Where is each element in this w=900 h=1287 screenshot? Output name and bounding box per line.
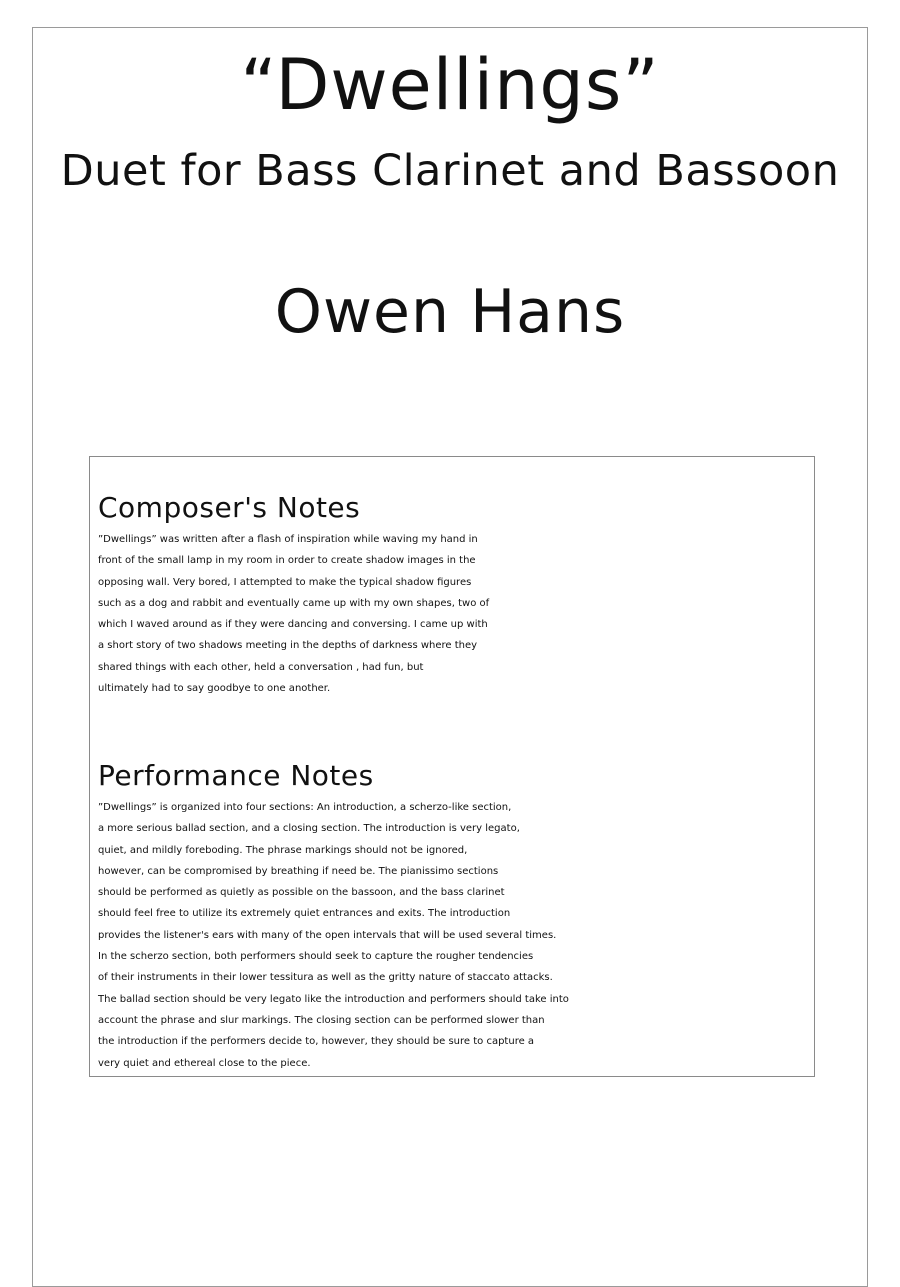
performance-notes-line: quiet, and mildly foreboding. The phrase markings should not be ignored, bbox=[98, 844, 468, 856]
performance-notes-line: The ballad section should be very legato like the introduction and performers should take into bbox=[98, 993, 569, 1005]
composer-name: Owen Hans bbox=[274, 277, 626, 347]
performance-notes-line: account the phrase and slur markings. The closing section can be performed slower than bbox=[98, 1014, 545, 1026]
performance-notes-line: very quiet and ethereal close to the piece. bbox=[98, 1057, 311, 1069]
composers-notes-line: which I waved around as if they were dancing and conversing. I came up with bbox=[98, 619, 488, 631]
performance-notes-line: the introduction if the performers decide to, however, they should be sure to capture a bbox=[98, 1036, 535, 1048]
composers-notes-line: a short story of two shadows meeting in the depths of darkness where they bbox=[98, 640, 478, 652]
performance-notes-heading: Performance Notes bbox=[98, 759, 374, 792]
performance-notes-line: however, can be compromised by breathing if need be. The pianissimo sections bbox=[98, 865, 499, 877]
performance-notes-line: should be performed as quietly as possible on the bassoon, and the bass clarinet bbox=[98, 887, 505, 899]
performance-notes-line: of their instruments in their lower tessitura as well as the gritty nature of staccato attacks. bbox=[98, 972, 553, 984]
piece-title: “Dwellings” bbox=[240, 44, 660, 126]
performance-notes-body bbox=[98, 797, 810, 1074]
performance-notes-line: In the scherzo section, both performers should seek to capture the rougher tendencies bbox=[98, 951, 534, 963]
notes-box bbox=[89, 456, 815, 1077]
composers-notes-line: ”Dwellings” was written after a flash of inspiration while waving my hand in bbox=[98, 534, 478, 545]
composers-notes-heading: Composer's Notes bbox=[98, 491, 361, 524]
performance-notes-line: provides the listener's ears with many of the open intervals that will be used several times. bbox=[98, 929, 557, 941]
performance-notes-line: a more serious ballad section, and a closing section. The introduction is very legato, bbox=[98, 823, 520, 835]
composers-notes-body bbox=[98, 529, 810, 699]
piece-subtitle: Duet for Bass Clarinet and Bassoon bbox=[60, 146, 840, 196]
composers-notes-line: ultimately had to say goodbye to one another. bbox=[98, 683, 331, 695]
composers-notes-line: shared things with each other, held a conversation , had fun, but bbox=[98, 661, 424, 673]
composers-notes-line: opposing wall. Very bored, I attempted to make the typical shadow figures bbox=[98, 576, 472, 588]
composers-notes-line: such as a dog and rabbit and eventually came up with my own shapes, two of bbox=[98, 597, 490, 609]
performance-notes-line: should feel free to utilize its extremely quiet entrances and exits. The introduction bbox=[98, 908, 511, 920]
performance-notes-line: ”Dwellings” is organized into four sections: An introduction, a scherzo-like section, bbox=[98, 802, 512, 813]
composers-notes-line: front of the small lamp in my room in order to create shadow images in the bbox=[98, 555, 476, 567]
